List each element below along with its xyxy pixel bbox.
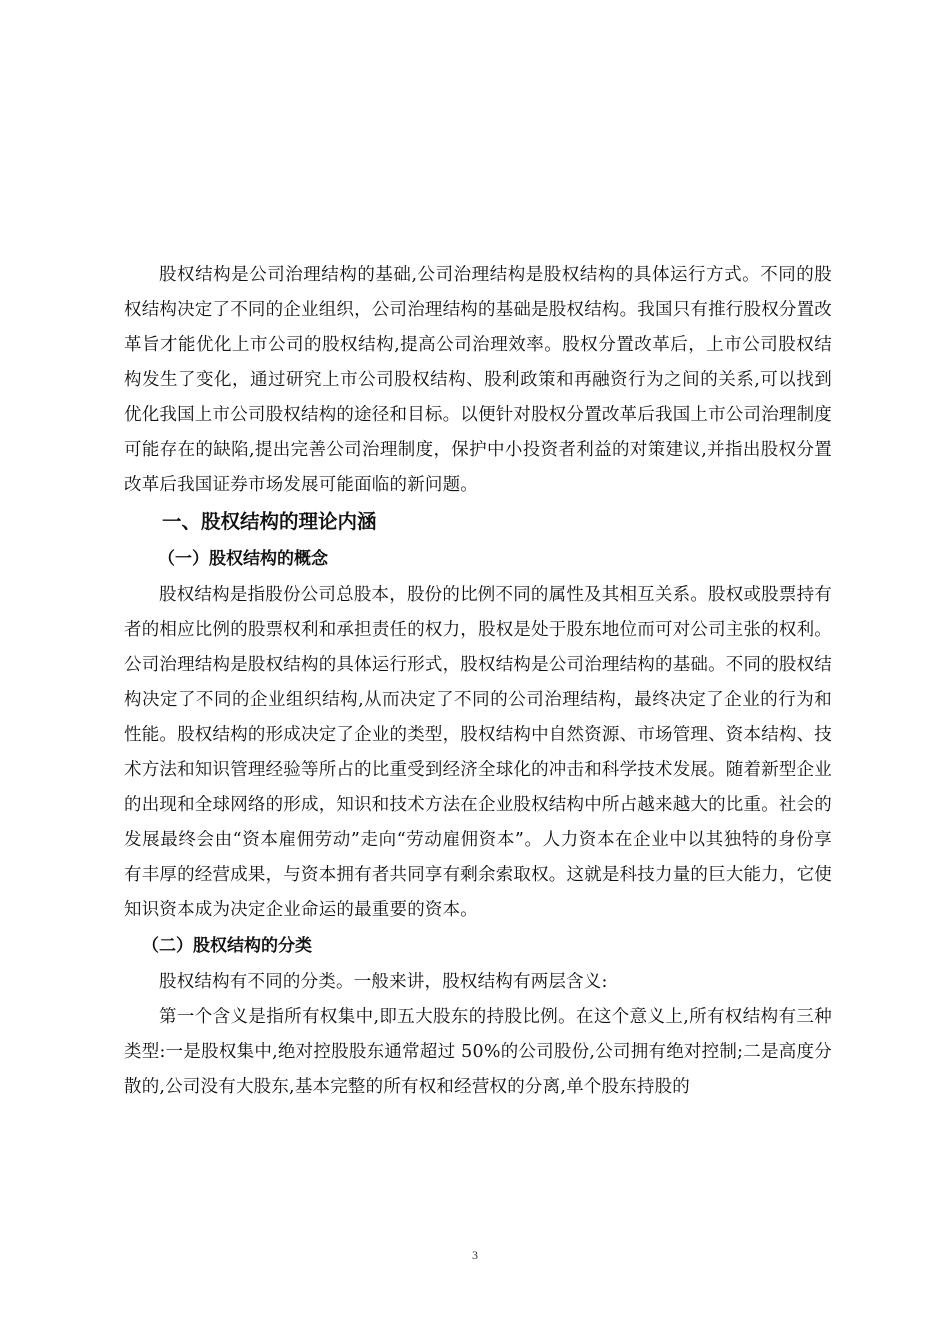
first-meaning-paragraph: 第一个含义是指所有权集中,即五大股东的持股比例。在这个意义上,所有权结构有三种类型:一是股权集中,绝对控股股东通常超过 50%的公司股份,公司拥有绝对控制;二是高度分散的,公司没有大股东,基本完整的所有权和经营权的分离,单个股东持股的 <box>124 1007 832 1097</box>
intro-paragraph: 股权结构是公司治理结构的基础,公司治理结构是股权结构的具体运行方式。不同的股权结构决定了不同的企业组织，公司治理结构的基础是股权结构。我国只有推行股权分置改革旨才能优化上市公司的股权结构,提高公司治理效率。股权分置改革后，上市公司股权结构发生了变化，通过研究上市公司股权结构、股利政策和再融资行为之间的关系,可以找到优化我国上市公司股权结构的途径和目标。以便针对股权分置改革后我国上市公司治理制度可能存在的缺陷,提出完善公司治理制度，保护中小投资者利益的对策建议,并指出股权分置改革后我国证券市场发展可能面临的新问题。 <box>124 265 832 495</box>
subsection-heading-concept: （一）股权结构的概念 <box>158 549 328 569</box>
classification-intro-paragraph: 股权结构有不同的分类。一般来讲，股权结构有两层含义: <box>159 972 608 992</box>
section-heading: 一、股权结构的理论内涵 <box>162 510 377 533</box>
page-number: 3 <box>472 1248 478 1262</box>
page-body <box>124 258 832 1105</box>
concept-paragraph: 股权结构是指股份公司总股本，股份的比例不同的属性及其相互关系。股权或股票持有者的相应比例的股票权利和承担责任的权力，股权是处于股东地位而可对公司主张的权利。公司治理结构是股权结构的具体运行形式，股权结构是公司治理结构的基础。不同的股权结构决定了不同的企业组织结构,从而决定了不同的公司治理结构，最终决定了企业的行为和性能。股权结构的形成决定了企业的类型，股权结构中自然资源、市场管理、资本结构、技术方法和知识管理经验等所占的比重受到经济全球化的冲击和科学技术发展。随着新型企业的出现和全球网络的形成，知识和技术方法在企业股权结构中所占越来越大的比重。社会的发展最终会由“资本雇佣劳动”走向“劳动雇佣资本”。人力资本在企业中以其独特的身份享有丰厚的经营成果，与资本拥有者共同享有剩余索取权。这就是科技力量的巨大能力，它使知识资本成为决定企业命运的最重要的资本。 <box>124 585 832 920</box>
subsection-heading-classification: （二）股权结构的分类 <box>142 936 312 956</box>
